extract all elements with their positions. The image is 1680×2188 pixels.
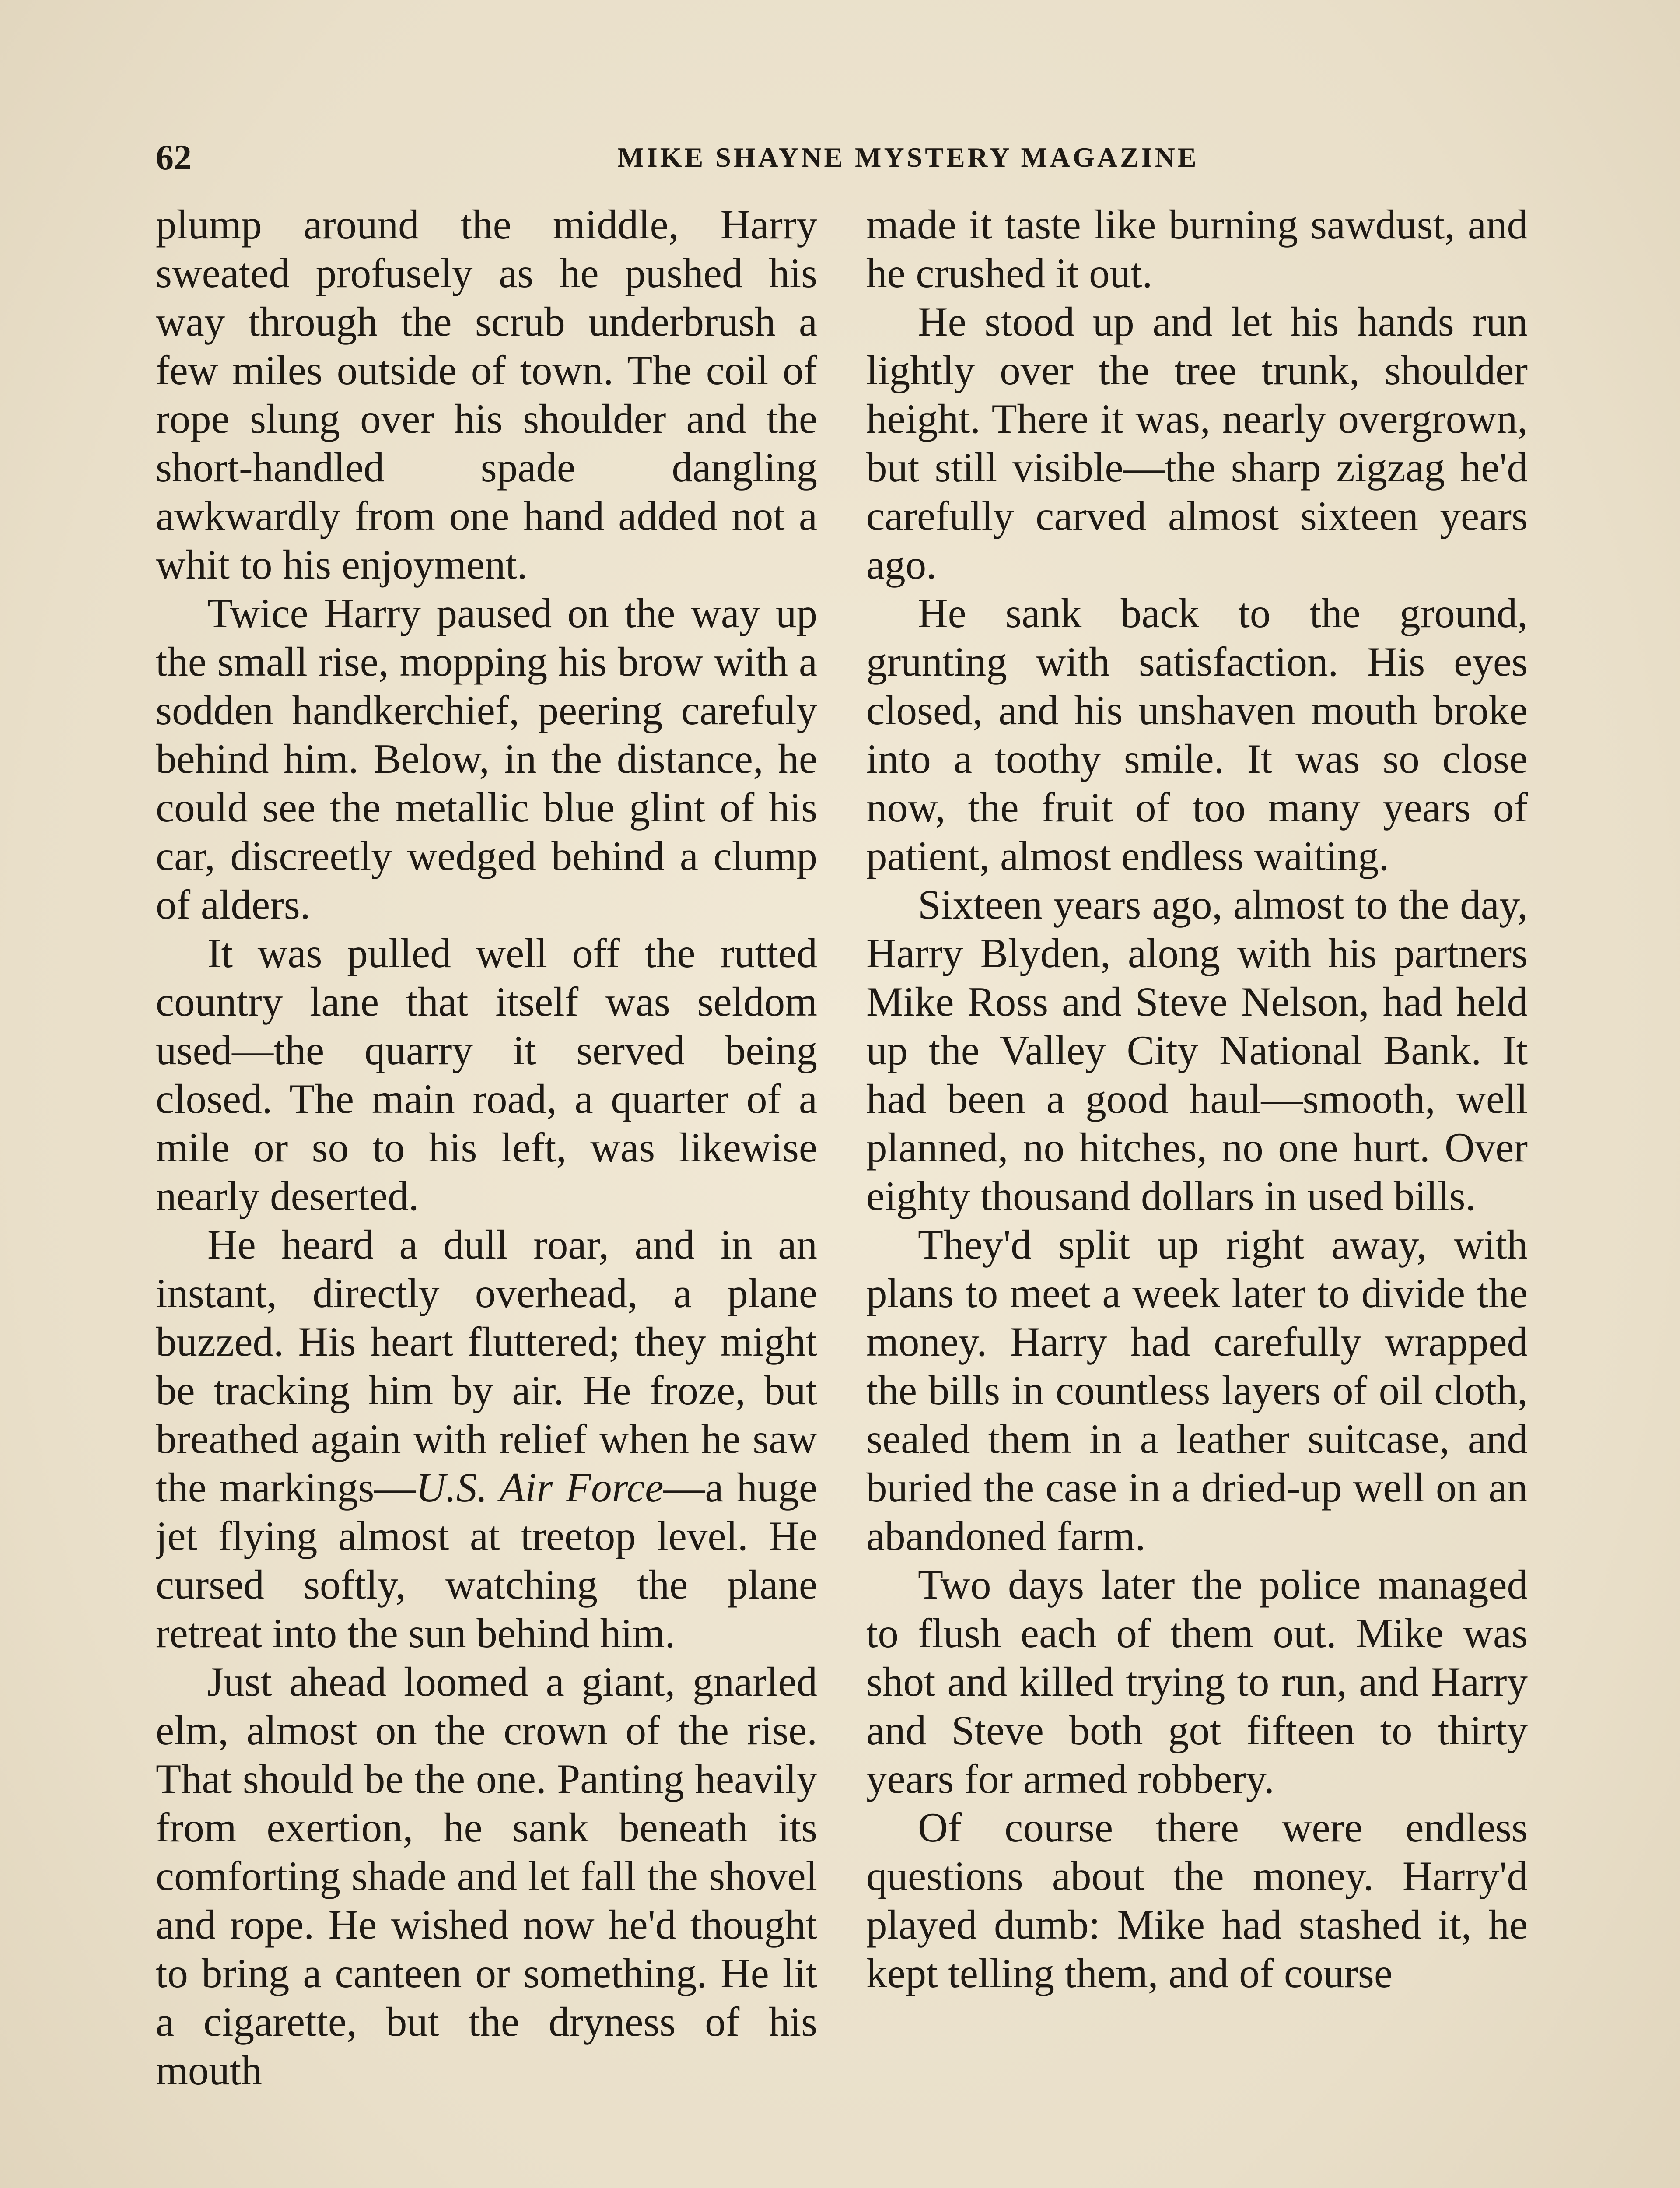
left-column <box>156 200 817 2188</box>
page-header <box>156 131 1523 184</box>
paragraph: He sank back to the ground, grunting with satisfaction. His eyes closed, and his unshaven mouth broke into a toothy smile. It was so close now, the fruit of too many years of patient, almost endless waiting. <box>866 590 1528 879</box>
paragraph: Sixteen years ago, almost to the day, Harry Blyden, along with his partners Mike Ross and Steve Nelson, had held up the Valley City National Bank. It had been a good haul—smooth, well planned, no hitches, no one hurt. Over eighty thousand dollars in used bills. <box>866 881 1528 1219</box>
paragraph <box>156 1220 817 1658</box>
paragraph: It was pulled well off the rutted country lane that itself was seldom used—the quarry it served being closed. The main road, a quarter of a mile or so to his left, was likewise nearly deserted. <box>156 930 817 1219</box>
running-title: MIKE SHAYNE MYSTERY MAGAZINE <box>617 142 1199 173</box>
paragraph: They'd split up right away, with plans to meet a week later to divide the money. Harry had carefully wrapped the bills in countless layers of oil cloth, sealed them in a leather suitcase, and buried the case in a dried-up well on an abandoned farm. <box>866 1221 1528 1559</box>
paragraph: Of course there were endless questions about the money. Harry'd played dumb: Mike had stashed it, he kept telling them, and of course <box>866 1804 1528 1996</box>
right-column <box>866 200 1528 2188</box>
paragraph-text: —a huge jet flying almost at treetop level. He cursed softly, watching the plane retreat into the sun behind him. <box>156 1464 817 1656</box>
paragraph-text: He heard a dull roar, and in an instant, directly overhead, a plane buzzed. His heart fluttered; they might be tracking him by air. He froze, but breathed again with relief when he saw the markings— <box>156 1221 817 1511</box>
paragraph: Twice Harry paused on the way up the small rise, mopping his brow with a sodden handkerchief, peering carefuly behind him. Below, in the distance, he could see the metallic blue glint of his car, discreetly wedged behind a clump of alders. <box>156 590 817 928</box>
paragraph: made it taste like burning sawdust, and he crushed it out. <box>866 201 1528 296</box>
page-number: 62 <box>156 137 192 177</box>
italic-text: U.S. Air Force <box>416 1464 664 1511</box>
paragraph: Just ahead loomed a giant, gnarled elm, almost on the crown of the rise. That should be the one. Panting heavily from exertion, he sank beneath its comforting shade and let fall the shovel and rope. He wished now he'd thought to bring a canteen or something. He lit a cigarette, but the dryness of his mouth <box>156 1659 817 2093</box>
paragraph: plump around the middle, Harry sweated profusely as he pushed his way through the scrub underbrush a few miles outside of town. The coil of rope slung over his shoulder and the short-handled spade dangling awkwardly from one hand added not a whit to his enjoyment. <box>156 201 817 588</box>
paragraph: Two days later the police managed to flush each of them out. Mike was shot and killed trying to run, and Harry and Steve both got fifteen to thirty years for armed robbery. <box>866 1561 1528 1802</box>
paragraph: He stood up and let his hands run lightly over the tree trunk, shoulder height. There it was, nearly overgrown, but still visible—the sharp zigzag he'd carefully carved almost sixteen years ago. <box>866 298 1528 588</box>
